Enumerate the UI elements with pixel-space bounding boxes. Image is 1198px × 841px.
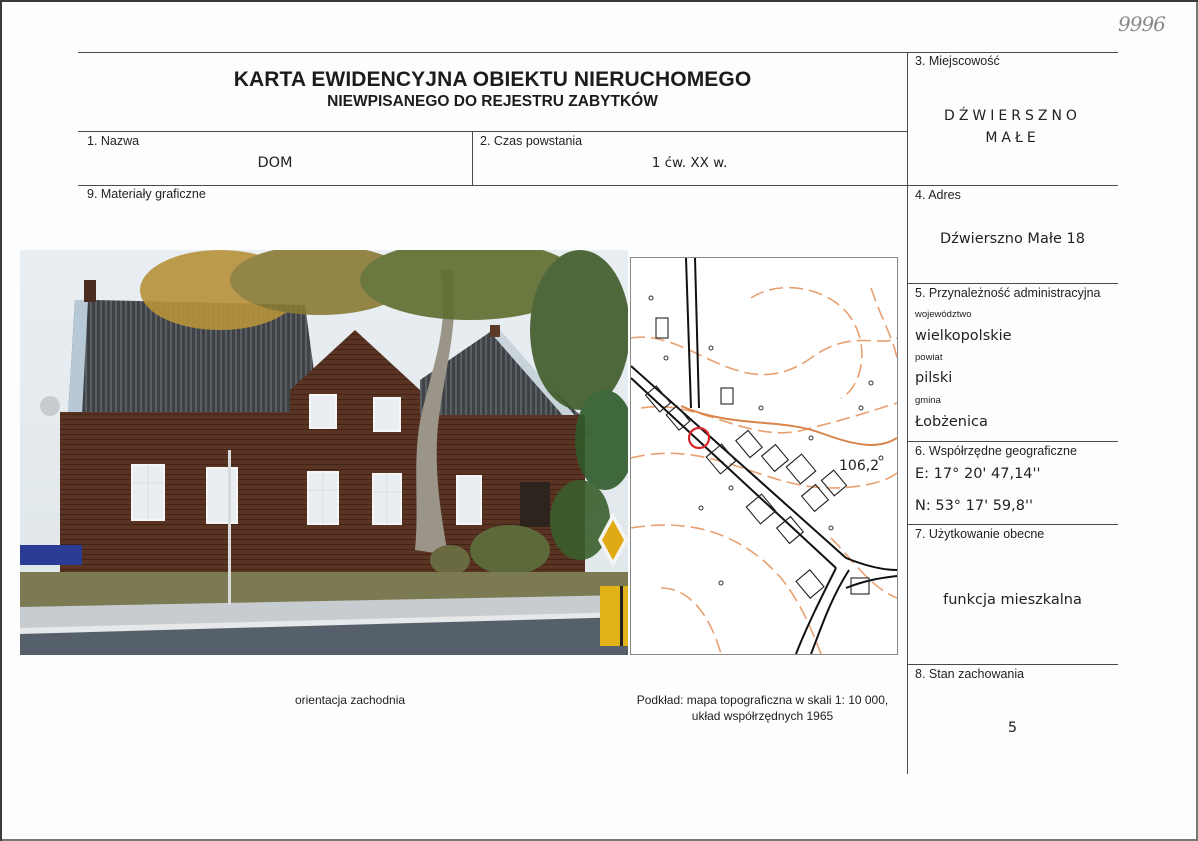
divider-title [78, 131, 907, 132]
map-caption-line2: układ współrzędnych 1965 [691, 709, 834, 723]
field-date-value: 1 ćw. XX w. [651, 155, 728, 171]
document-title: KARTA EWIDENCYJNA OBIEKTU NIERUCHOMEGO [233, 68, 752, 91]
field-name-value: DOM [257, 155, 293, 171]
field-address-value: Dźwierszno Małe 18 [940, 231, 1085, 247]
divider-top [78, 52, 1118, 53]
field-locality-label: 3. Miejscowość [915, 54, 1000, 68]
divider-use [907, 664, 1118, 665]
field-locality-value-line1: DŹWIERSZNO [944, 108, 1081, 124]
field-condition-label: 8. Stan zachowania [915, 667, 1025, 681]
coords-north: N: 53° 17' 59,8'' [915, 498, 1033, 514]
catalog-number: 9996 [1118, 12, 1165, 36]
divider-address [907, 283, 1118, 284]
divider-admin [907, 441, 1118, 442]
divider-coords [907, 524, 1118, 525]
field-graphics-label: 9. Materiały graficzne [87, 187, 206, 201]
voivodeship-label: województwo [915, 309, 972, 320]
commune-value: Łobżenica [915, 414, 988, 430]
divider-fields [78, 185, 1118, 186]
field-locality-value-line2: MAŁE [985, 130, 1040, 146]
field-coords-label: 6. Współrzędne geograficzne [915, 444, 1077, 458]
document-subtitle: NIEWPISANEGO DO REJESTRU ZABYTKÓW [327, 93, 658, 110]
title-block [78, 68, 907, 111]
county-label: powiat [915, 352, 943, 363]
field-address-label: 4. Adres [915, 188, 961, 202]
field-admin-label: 5. Przynależność administracyjna [915, 286, 1101, 300]
divider-right-column [907, 52, 908, 774]
field-condition-value: 5 [1007, 720, 1018, 736]
building-photo [20, 250, 628, 655]
voivodeship-value: wielkopolskie [915, 328, 1012, 344]
commune-label: gmina [915, 395, 941, 406]
field-name-label: 1. Nazwa [87, 134, 140, 148]
coords-east: E: 17° 20' 47,14'' [915, 466, 1041, 482]
photo-caption: orientacja zachodnia [294, 693, 406, 707]
field-date-label: 2. Czas powstania [480, 134, 583, 148]
map-caption-line1: Podkład: mapa topograficzna w skali 1: 10 000, [636, 693, 889, 707]
field-use-label: 7. Użytkowanie obecne [915, 527, 1045, 541]
elevation-label: 106,2 [839, 458, 880, 474]
field-use-value: funkcja mieszkalna [943, 592, 1082, 608]
topographic-map [630, 257, 898, 655]
county-value: pilski [915, 370, 953, 386]
map-caption [620, 692, 905, 724]
